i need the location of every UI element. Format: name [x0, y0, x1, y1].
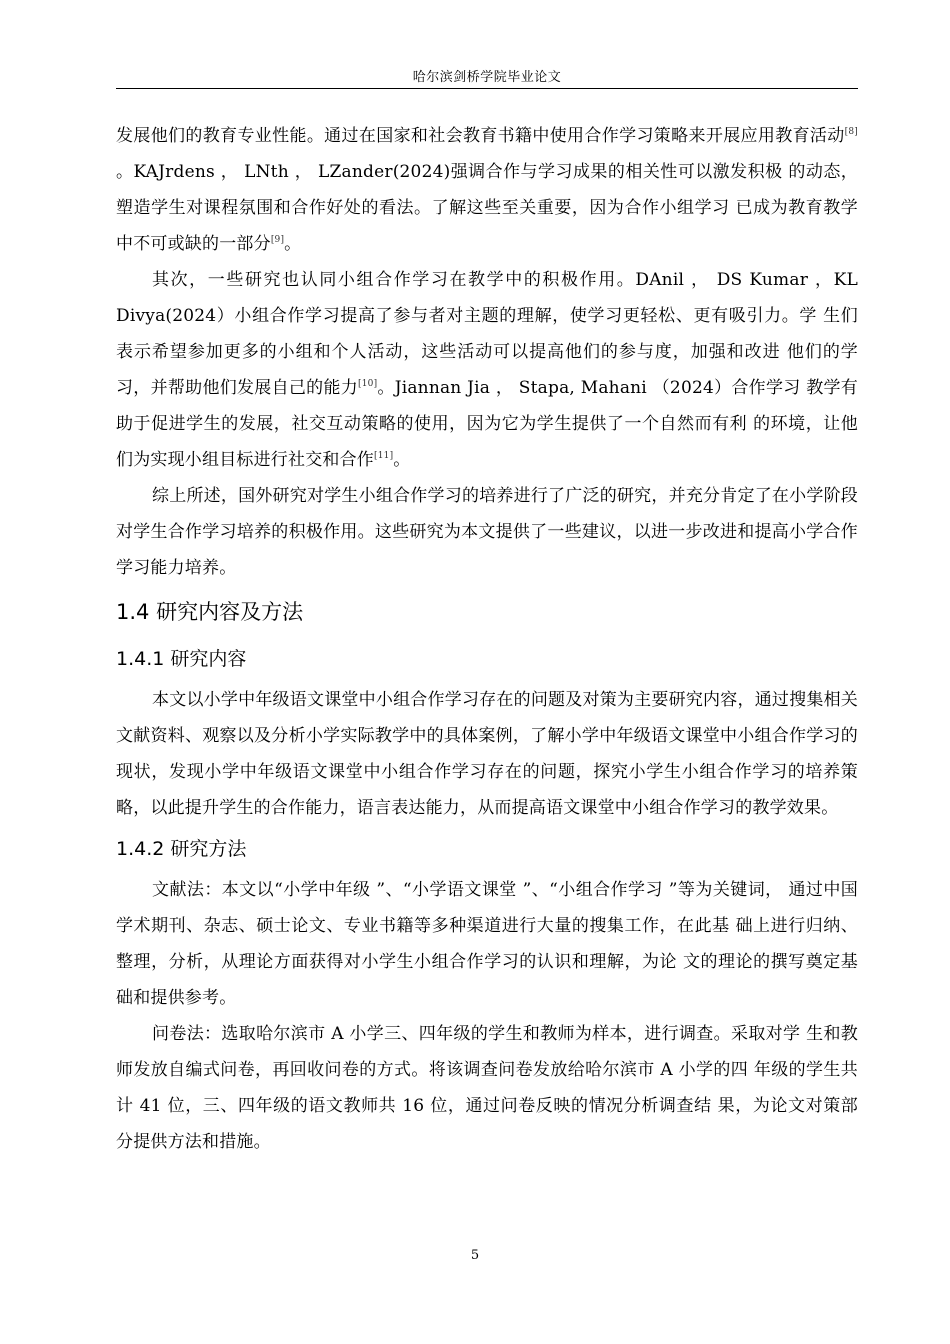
citation-11[interactable]: [11]	[374, 451, 394, 461]
paragraph-3: 综上所述，国外研究对学生小组合作学习的培养进行了广泛的研究，并充分肯定了在小学阶段对学生合作学习培养的积极作用。这些研究为本文提供了一些建议，以进一步改进和提高小学合作学习能力培养。	[116, 486, 858, 578]
citation-10[interactable]: [10]	[358, 379, 378, 389]
paragraph-4: 本文以小学中年级语文课堂中小组合作学习存在的问题及对策为主要研究内容，通过搜集相关文献资料、观察以及分析小学实际教学中的具体案例，了解小学中年级语文课堂中小组合作学习的现状，发现小学中年级语文课堂中小组合作学习存在的问题，探究小学生小组合作学习的培养策略，以此提升学生的合作能力，语言表达能力，从而提高语文课堂中小组合作学习的教学效果。	[116, 690, 858, 818]
page-number: 5	[470, 1248, 480, 1263]
paragraph-6: 问卷法：选取哈尔滨市 A 小学三、四年级的学生和教师为样本，进行调查。采取对学 生和教师发放自编式问卷，再回收问卷的方式。将该调查问卷发放给哈尔滨市 A 小学的四 年级的学生共计 41 位，三、四年级的语文教师共 16 位，通过问卷反映的情况分析调查结 果，为论文对策部分提供方法和措施。	[116, 1024, 858, 1152]
citation-9[interactable]: [9]	[270, 235, 285, 245]
subsection-heading-1-4-2: 1.4.2 研究方法	[116, 838, 247, 860]
paragraph-1: 发展他们的教育专业性能。通过在国家和社会教育书籍中使用合作学习策略来开展应用教育活动[8] 。KAJrdens ， LNth ， LZander(2024)强调合作与学习成果的相关性可以激发积极 的动态，塑造学生对课程氛围和合作好处的看法。了解这些至关重要，因为合作小组学习 已成为教育教学中不可或缺的一部分[9]。	[116, 126, 858, 254]
body-text	[116, 118, 858, 1160]
header-rule	[116, 88, 858, 89]
section-heading-1-4: 1.4 研究内容及方法	[116, 600, 304, 624]
subsection-heading-1-4-1: 1.4.1 研究内容	[116, 648, 247, 670]
page-header: 哈尔滨剑桥学院毕业论文	[412, 70, 562, 85]
paragraph-2: 其次，一些研究也认同小组合作学习在教学中的积极作用。DAnil ， DS Kumar ，KL Divya(2024）小组合作学习提高了参与者对主题的理解，使学习更轻松、更有吸引力。学 生们表示希望参加更多的小组和个人活动，这些活动可以提高他们的参与度，加强和改进 他们的学习，并帮助他们发展自己的能力[10]。Jiannan Jia ， Stapa, Mahani （2024）合作学习 教学有助于促进学生的发展，社交互动策略的使用，因为它为学生提供了一个自然而有利 的环境，让他们为实现小组目标进行社交和合作[11]。	[116, 270, 858, 470]
citation-8[interactable]: [8]	[844, 127, 858, 137]
paragraph-5: 文献法：本文以“小学中年级 ”、“小学语文课堂 ”、“小组合作学习 ”等为关键词， 通过中国学术期刊、杂志、硕士论文、专业书籍等多种渠道进行大量的搜集工作，在此基 础上进行归纳、整理，分析，从理论方面获得对小学生小组合作学习的认识和理解，为论 文的理论的撰写奠定基础和提供参考。	[116, 880, 858, 1008]
